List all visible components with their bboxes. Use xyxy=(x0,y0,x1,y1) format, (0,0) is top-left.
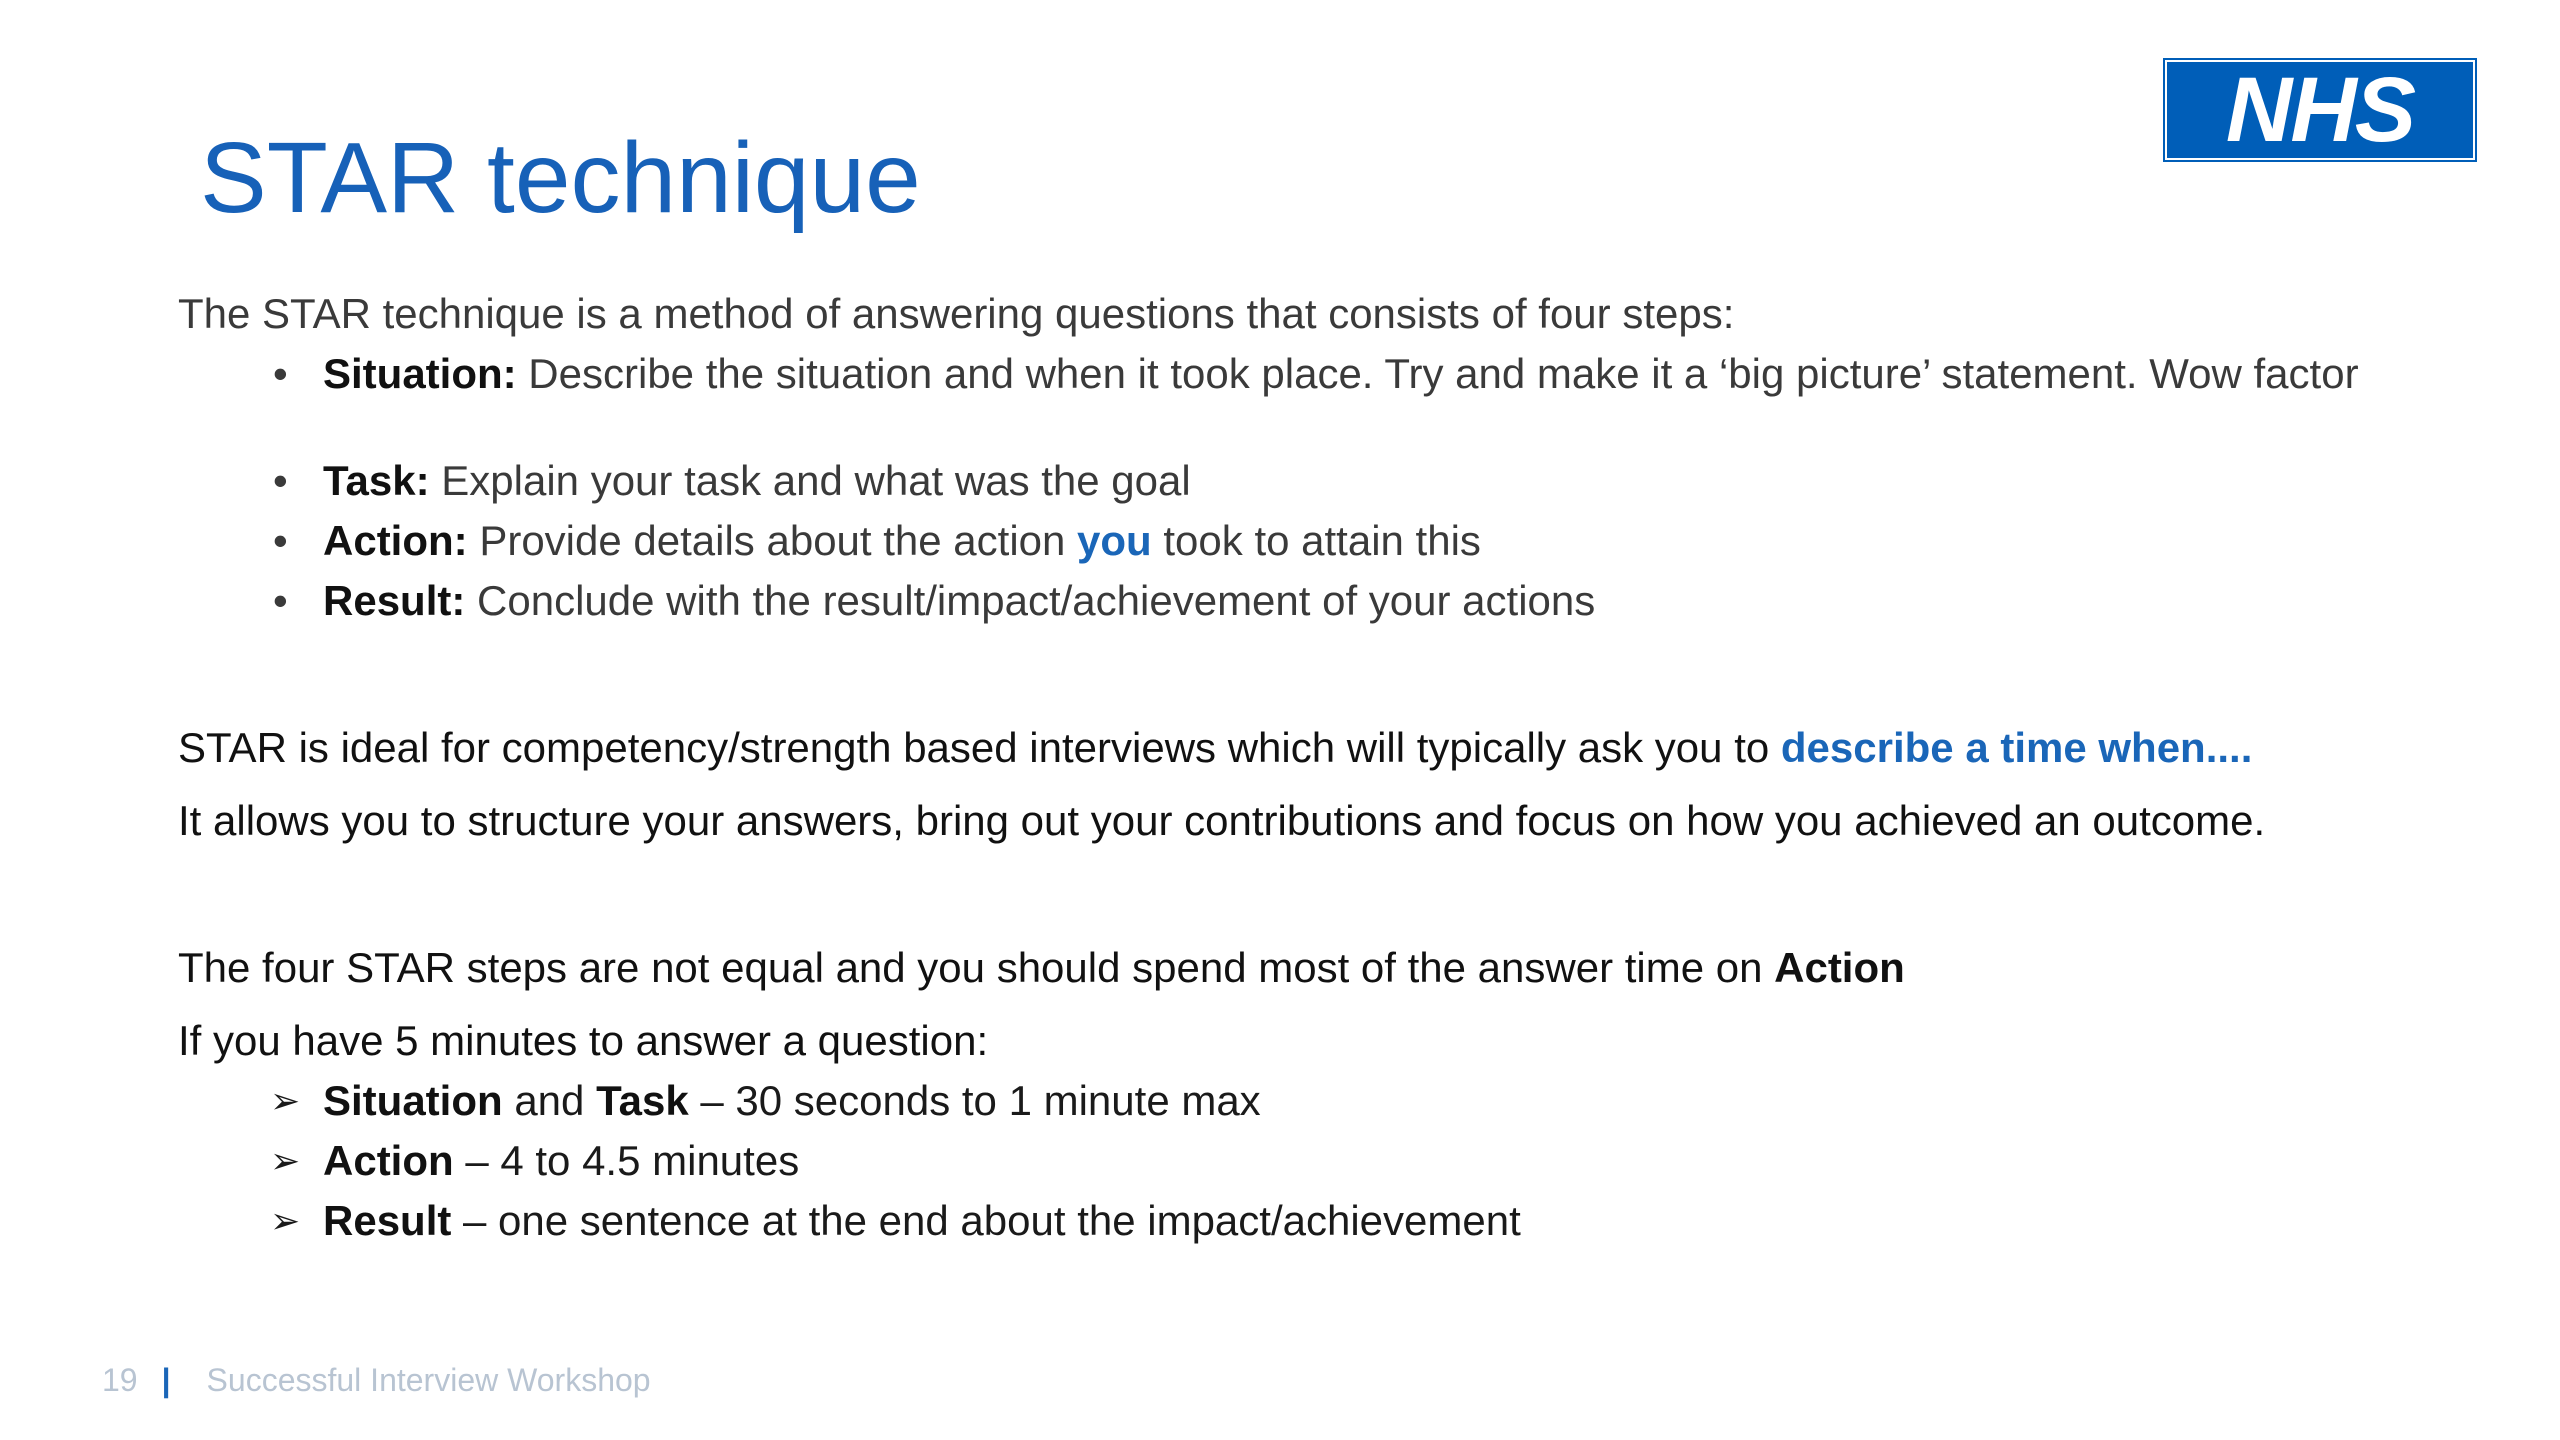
slide-footer xyxy=(102,1362,651,1399)
ideal-highlight: describe a time when.... xyxy=(1780,724,2253,771)
structure-text: It allows you to structure your answers, bring out your contributions and focus on how you achieved an outcome. xyxy=(178,797,2266,844)
step-text: Conclude with the result/impact/achievement of your actions xyxy=(465,577,1596,624)
equal-text: The four STAR steps are not equal and you should spend most of the answer time on Action xyxy=(178,944,1905,991)
ideal-text: STAR is ideal for competency/strength based interviews which will typically ask you to describe a time when.... xyxy=(178,724,2253,771)
equal-bold: Action xyxy=(1774,944,1905,991)
footer-label: Successful Interview Workshop xyxy=(206,1362,651,1398)
disc-bullet-icon: • xyxy=(273,350,288,397)
disc-bullet-icon: • xyxy=(273,517,288,564)
intro-text: The STAR technique is a method of answering questions that consists of four steps: xyxy=(178,290,1735,337)
arrowhead-bullet-icon: ➢ xyxy=(270,1200,301,1241)
step-text: Provide details about the action xyxy=(467,517,1078,564)
step-term: Result: xyxy=(323,577,466,624)
slide: NHS STAR technique The STAR technique is a method of answering questions that consists of four steps: • Situation: Describe the situation and when it took place. Try and make it a ‘big picture’ statement. Wow factor • Task: Explain your task and what was the goal • Action: Provide details about the action you took to attain this • Result: Conclude with the result/impact/achievement of your actions STAR is ideal for competency/strength based interviews which will typically ask you to describe a time when.... It allows you to structure your answers, bring out your contributions and focus on how you achieved an outcome. The four STAR steps are not equal and you should spend most of the answer time on Action If you have 5 minutes to answer a question: ➢ Situation and Task – 30 seconds to 1 minute max ➢ Action – 4 to 4.5 minutes ➢ Result – one sentence at the end about the impact/achievement 19 | Successful Interview Workshop xyxy=(0,0,2560,1440)
arrowhead-bullet-icon: ➢ xyxy=(270,1080,301,1121)
footer-separator: | xyxy=(161,1362,171,1398)
nhs-logo-text: NHS xyxy=(2225,59,2415,161)
nhs-logo xyxy=(2165,60,2475,160)
arrowhead-bullet-icon: ➢ xyxy=(270,1140,301,1181)
step-term: Situation: xyxy=(323,350,517,397)
disc-bullet-icon: • xyxy=(273,577,288,624)
step-text: Explain your task and what was the goal xyxy=(429,457,1191,504)
step-highlight: you xyxy=(1077,517,1152,564)
disc-bullet-icon: • xyxy=(273,457,288,504)
five-minutes-text: If you have 5 minutes to answer a question: xyxy=(178,1017,989,1064)
slide-title: STAR technique xyxy=(200,122,921,234)
step-text: Describe the situation and when it took place. Try and make it a ‘big picture’ statement. Wow factor xyxy=(516,350,2359,397)
step-term: Task: xyxy=(323,457,430,504)
page-number: 19 xyxy=(102,1362,138,1398)
step-text: took to attain this xyxy=(1151,517,1481,564)
step-term: Action: xyxy=(323,517,468,564)
